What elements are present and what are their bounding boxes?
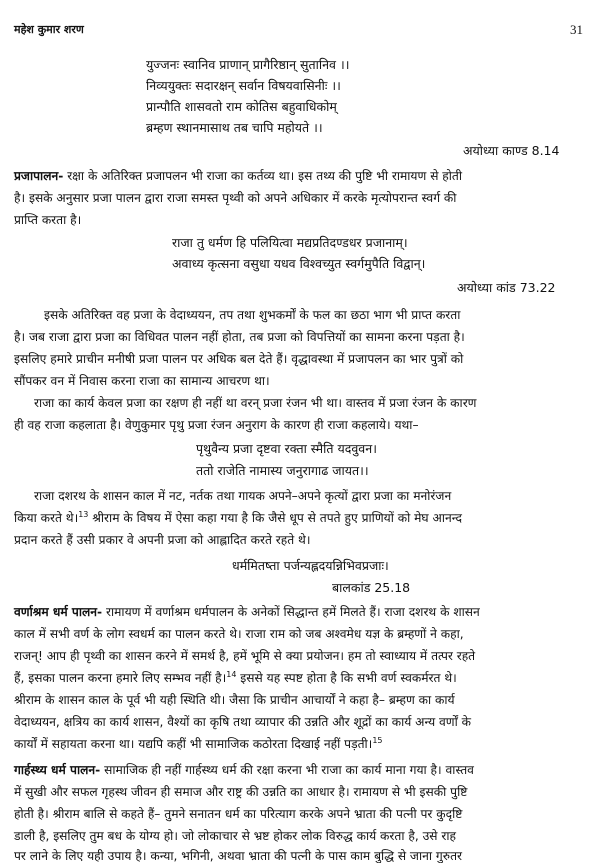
running-header-author: महेश कुमार शरण <box>14 23 84 36</box>
verse-line: ब्रम्हण स्थानमासाथ तब चापि महोयते ।। <box>146 120 323 135</box>
paragraph-line: पर लाने के लिए यही उपाय है। कन्या, भगिनी, अथवा भ्राता की पत्नी के पास काम बुद्धि से जाना गुरुतर <box>14 849 463 863</box>
paragraph-line: में सुखी और सफल गृहस्थ जीवन ही समाज और राष्ट्र की उन्नति का आधार है। रामायण से भी इसकी पुष्टि <box>14 785 468 799</box>
verse-line: अवाध्य कृत्सना वसुधा यधव विश्वच्युत स्वर्गमुपैति विद्वान्। <box>172 256 426 271</box>
paragraph-line: कार्यों में सहायता करना था। यद्यपि कहीं भी सामाजिक कठोरता दिखाई नहीं पड़ती।$^{15}$ <box>14 735 383 751</box>
paragraph-line: हैं, इसका पालन करना हमारे लिए सम्भव नहीं है।$^{14}$ इससे यह स्पष्ट होता है कि सभी वर्ण स्वकर्मरत थे। <box>14 669 457 685</box>
verse-reference: बालकांड 25.18 <box>332 580 411 595</box>
verse-line: प्रान्पौति शासवतो राम कोतिस बहुवाधिकोम् <box>146 99 337 114</box>
paragraph-line: है। इसके अनुसार प्रजा पालन द्वारा राजा समस्त पृथ्वी को अपने अधिकार में करके मृत्योपरान्त स्वर्ग की <box>14 191 457 205</box>
verse-line: धर्ममितष्ता पर्जन्यह्लदयन्निभिवप्रजाः। <box>232 558 389 573</box>
verse-line: पृथुवैन्य प्रजा दृष्टवा रक्ता स्मैति यदवुवन। <box>196 441 377 456</box>
paragraph-line: इसलिए हमारे प्राचीन मनीषी प्रजा पालन पर अधिक बल देते हैं। वृद्धावस्था में प्रजापलन का भार पुत्रों को <box>14 352 464 366</box>
paragraph-line: राजा का कार्य केवल प्रजा का रक्षण ही नहीं था वरन् प्रजा रंजन भी था। वास्तव में प्रजा रंजन के कारण <box>34 396 477 410</box>
paragraph-line: प्राप्ति करता है। <box>14 213 82 227</box>
paragraph-line: होती है। श्रीराम बालि से कहते हैं– तुमने सनातन धर्म का परित्याग करके अपने भ्राता की पत्नी पर कुदृष्टि <box>14 807 463 821</box>
paragraph-line: प्रजापालन- रक्षा के अतिरिक्त प्रजापलन भी राजा का कर्तव्य था। इस तथ्य की पुष्टि भी रामायण से होती <box>14 169 463 183</box>
paragraph-line: किया करते थे।$^{13}$ श्रीराम के विषय में ऐसा कहा गया है कि जैसे धूप से तपते हुए प्राणियों को मेघ आनन्द <box>14 509 462 525</box>
paragraph-line: श्रीराम के शासन काल के पूर्व भी यही स्थिति थी। जैसा कि प्राचीन आचार्यों ने कहा है– ब्रम्हण का कार्य <box>14 693 455 707</box>
verse-line: निव्ययुक्तः सदारक्षन् सर्वान विषयवासिनीः ।। <box>146 78 341 93</box>
paragraph-line: सौंपकर वन में निवास करना राजा का सामान्य आचरण था। <box>14 374 270 388</box>
page-number: 31 <box>570 22 583 37</box>
footnote-marker: 14 <box>226 669 237 679</box>
verse-reference: अयोध्या कांड 73.22 <box>457 280 556 295</box>
paragraph-line: राजा दशरथ के शासन काल में नट, नर्तक तथा गायक अपने–अपने कृत्यों द्वारा प्रजा का मनोरंजन <box>34 489 452 503</box>
footnote-marker: 15 <box>372 735 383 745</box>
section-heading: गार्हस्थ्य धर्म पालन- <box>14 763 101 777</box>
paragraph-line: ही वह राजा कहलाता है। वेणुकुमार पृथु प्रजा रंजन अनुराग के कारण ही राजा कहलाये। यथा– <box>14 418 419 432</box>
paragraph-line: वेदाध्ययन, क्षत्रिय का कार्य शासन, वैश्यों का कृषि तथा व्यापार की उन्नति और शूद्रों का कार्य अन्य वर्णों के <box>14 715 472 729</box>
section-heading: प्रजापालन- <box>14 169 64 183</box>
paragraph-line: डाली है, इसलिए तुम बध के योग्य हो। जो लोकाचार से भ्रष्ट होकर लोक विरुद्ध कार्य करता है, उसे राह <box>14 829 457 843</box>
verse-line: ततो राजेति नामास्य जनुरागाढ जायत।। <box>196 463 369 478</box>
paragraph-line: काल में सभी वर्ण के लोग स्वधर्म का पालन करते थे। राजा राम को जब अश्वमेध यज्ञ के ब्रम्हणों ने कहा, <box>14 627 464 641</box>
paragraph-line: इसके अतिरिक्त वह प्रजा के वेदाध्ययन, तप तथा शुभकर्मों के फल का छठा भाग भी प्राप्त करता <box>44 308 461 322</box>
section-heading: वर्णाश्रम धर्म पालन- <box>14 605 103 619</box>
verse-reference: अयोध्या काण्ड 8.14 <box>463 143 560 158</box>
paragraph-line: वर्णाश्रम धर्म पालन- रामायण में वर्णाश्रम धर्मपालन के अनेकों सिद्धान्त हमें मिलते हैं। राजा दशरथ के शासन <box>14 605 480 619</box>
footnote-marker: 13 <box>78 509 89 519</box>
verse-line: राजा तु धर्मण हि पलियित्वा मद्यप्रतिदण्डधर प्रजानाम्। <box>172 235 408 250</box>
paragraph-line: है। जब राजा द्वारा प्रजा का विधिवत पालन नहीं होता, तब प्रजा को विपत्तियों का सामना करना पड़ता है। <box>14 330 465 344</box>
paragraph-line: गार्हस्थ्य धर्म पालन- सामाजिक ही नहीं गार्हस्थ्य धर्म की रक्षा करना भी राजा का कार्य माना गया है। वास्तव <box>14 763 474 777</box>
paragraph-line: राजन्! आप ही पृथ्वी का शासन करने में समर्थ है, हमें भूमि से क्या प्रयोजन। हम तो स्वाध्याय में तत्पर रहते <box>14 649 476 663</box>
verse-line: युज्जनः स्वानिव प्राणान् प्रागैरिष्ठान् सुतानिव ।। <box>146 57 350 72</box>
paragraph-line: प्रदान करते हैं उसी प्रकार वे अपनी प्रजा को आह्लादित करते रहते थे। <box>14 533 311 547</box>
